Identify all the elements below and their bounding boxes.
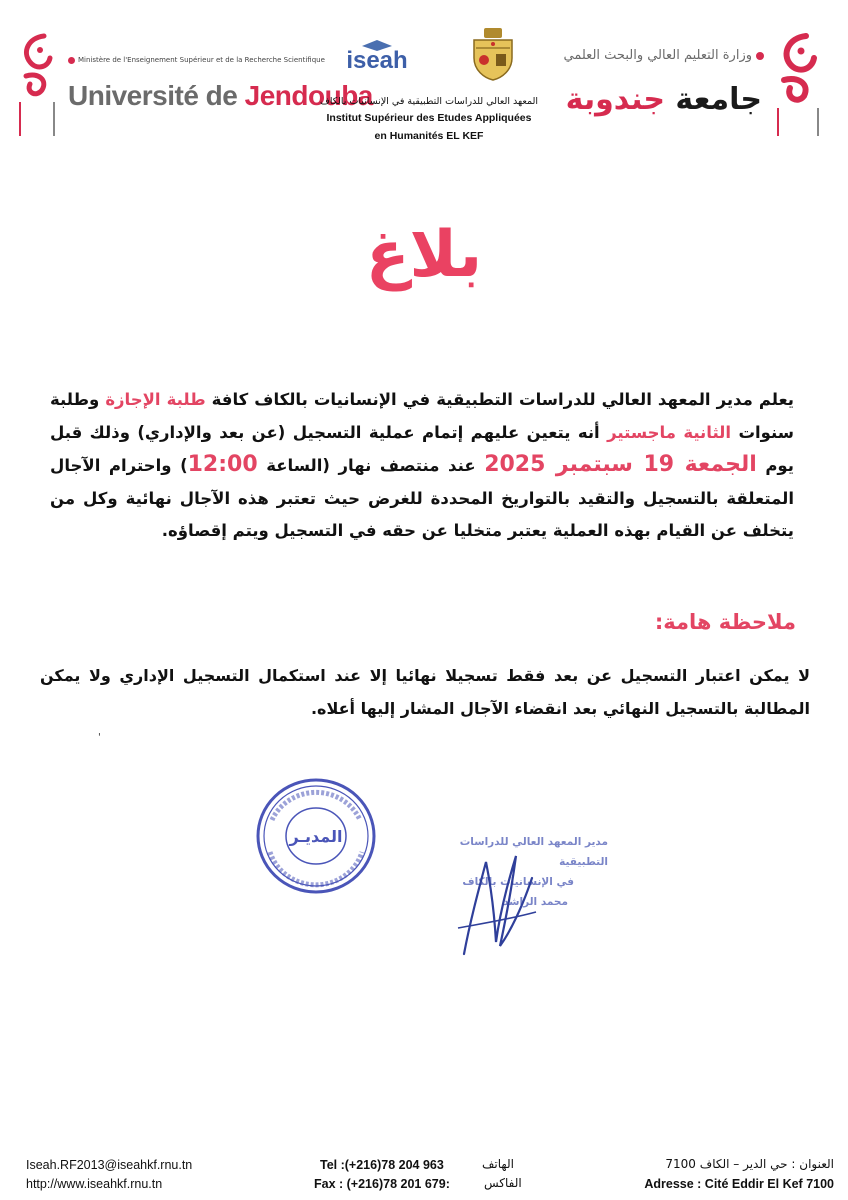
- ministry-name-fr: [68, 56, 325, 64]
- body-segment: عند منتصف نهار (الساعة: [257, 456, 485, 475]
- announcement-body: [50, 384, 794, 548]
- university-name-fr-part2: Jendouba: [244, 80, 373, 111]
- footer-email[interactable]: Iseah.RF2013@iseahkf.rnu.tn: [26, 1158, 193, 1172]
- page-title: بلاغ: [365, 218, 483, 292]
- body-highlight-date: الجمعة 19 سبتمبر 2025: [484, 452, 757, 477]
- university-name-ar: [565, 82, 762, 117]
- official-stamp: [254, 776, 378, 896]
- body-highlight-license: طلبة الإجازة: [105, 390, 206, 409]
- body-highlight-master: الثانية ماجستير: [607, 422, 732, 442]
- signature-line2: في الإنسانيات بالكاف: [462, 876, 574, 888]
- body-segment: يعلم مدير المعهد العالي للدراسات التطبيقية في الإنسانيات بالكاف كافة: [205, 390, 794, 409]
- handwritten-signature: [456, 842, 538, 962]
- university-emblem-left: [14, 28, 60, 140]
- university-emblem-right: [770, 26, 826, 138]
- footer-tel-label-ar: الهاتف: [482, 1157, 514, 1171]
- footer-address-fr: Adresse : Cité Eddir El Kef 7100: [644, 1177, 834, 1191]
- university-name-fr-part1: Université de: [68, 80, 245, 111]
- note-title: ملاحظة هامة:: [654, 610, 796, 634]
- note-text: لا يمكن اعتبار التسجيل عن بعد فقط تسجيلا نهائيا إلا عند استكمال التسجيل الإداري ولا يمكن المطالبة بالتسجيل النهائي بعد انقضاء الآجال المشار إليها أعلاه.: [40, 666, 810, 718]
- stamp-center-text: المديـر: [289, 827, 343, 846]
- iseah-logo: [332, 40, 422, 72]
- body-segment: أنه يتعين عليهم إتمام عملية التسجيل (عن بعد والإداري) وذلك قبل يوم: [50, 422, 794, 475]
- university-name-ar-part2: جندوبة: [565, 82, 665, 117]
- iseah-logo-text: iseah: [346, 47, 408, 72]
- signature-line3: محمد الراشد: [503, 896, 568, 908]
- institute-name-fr-line1: Institut Supérieur des Etudes Appliquées: [326, 112, 532, 124]
- ministry-name-ar-text: وزارة التعليم العالي والبحث العلمي: [563, 48, 752, 63]
- institute-name-fr-line2: en Humanités EL KEF: [374, 130, 484, 142]
- body-segment: ) واحترام الآجال المتعلقة بالتسجيل والتقيد بالتواريخ المحددة للغرض حيث تعتبر هذه الآجال نهائية وكل من يتخلف عن القيام بهذه العملية يعتبر متخليا عن حقه في التسجيل ويتم إقصاؤه.: [50, 456, 794, 540]
- stray-mark: ': [98, 732, 101, 743]
- footer-fax-label-ar: الفاكس: [484, 1176, 522, 1190]
- footer-fax: Fax : (+216)78 201 679:: [314, 1177, 450, 1191]
- footer-address-ar: العنوان : حي الدير – الكاف 7100: [665, 1157, 834, 1171]
- ministry-name-ar: [563, 48, 764, 63]
- ministry-dot-icon-ar: [756, 52, 764, 60]
- footer-tel: Tel :(+216)78 204 963: [320, 1158, 444, 1172]
- footer-website[interactable]: http://www.iseahkf.rnu.tn: [26, 1177, 163, 1191]
- ministry-dot-icon: [68, 57, 75, 64]
- ministry-name-fr-text: Ministère de l'Enseignement Supérieur et de la Recherche Scientifique: [78, 56, 325, 64]
- coat-of-arms-icon: [468, 26, 518, 82]
- body-segment: وطلبة سنوات: [50, 390, 794, 442]
- signature-line1: مدير المعهد العالي للدراسات التطبيقية: [459, 836, 608, 868]
- university-name-ar-part1: جامعة: [664, 82, 762, 117]
- body-highlight-time: 12:00: [187, 452, 258, 477]
- institute-name-ar: المعهد العالي للدراسات التطبيقية في الإنسانيات بالكاف: [320, 96, 538, 107]
